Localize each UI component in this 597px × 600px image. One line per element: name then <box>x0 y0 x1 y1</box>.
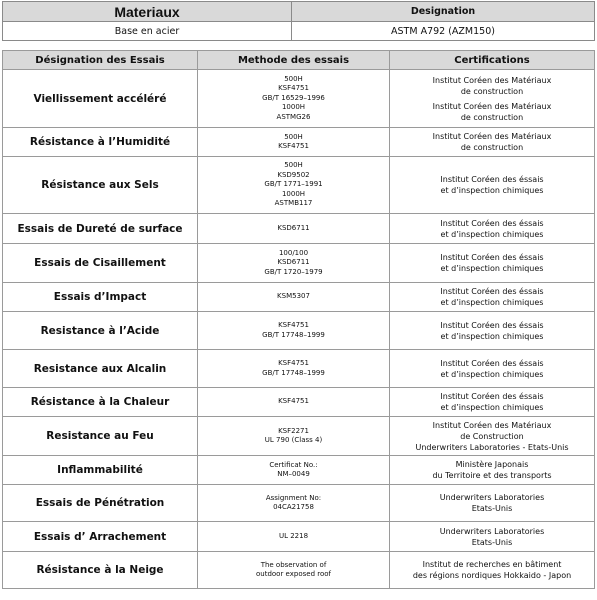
table-row <box>3 283 595 312</box>
certification-line: et d’inspection chimiques <box>440 229 544 239</box>
certification-block <box>390 75 594 97</box>
certification-line: et d’inspection chimiques <box>440 331 544 341</box>
table-row <box>3 128 595 157</box>
method-line: GB/T 17748–1999 <box>262 330 325 339</box>
certification-line: et d’inspection chimiques <box>440 369 544 379</box>
tests-table <box>2 50 595 589</box>
method-line: GB/T 1720–1979 <box>264 267 323 276</box>
certification-cell <box>390 485 595 522</box>
test-method-cell <box>198 456 390 485</box>
method-line: KSD9502 <box>277 170 310 179</box>
certification-line: Institut de recherches en bâtiment <box>422 560 562 569</box>
certification-line: Underwriters Laboratories <box>439 493 545 502</box>
test-method-cell <box>198 214 390 244</box>
certification-cell <box>390 522 595 552</box>
certification-line: Etats-Unis <box>471 504 513 513</box>
materials-table <box>2 1 595 41</box>
test-name-cell: Résistance à la Neige <box>3 552 198 589</box>
column-header-certification: Certifications <box>390 51 595 70</box>
certification-block <box>390 174 594 196</box>
certification-cell <box>390 244 595 283</box>
table-row <box>3 552 595 589</box>
test-name-cell: Résistance à l’Humidité <box>3 128 198 157</box>
test-name-cell: Resistance à l’Acide <box>3 312 198 350</box>
method-line: UL 2218 <box>278 531 309 540</box>
certification-line: Institut Coréen des Matériaux <box>432 75 552 85</box>
method-line: ASTMG26 <box>276 112 311 121</box>
certification-line: Underwriters Laboratories - Etats-Unis <box>415 442 569 452</box>
test-name-cell: Essais de Dureté de surface <box>3 214 198 244</box>
certification-line: et d’inspection chimiques <box>440 186 544 195</box>
certification-line: Ministère Japonais <box>455 460 529 469</box>
test-name-cell: Resistance aux Alcalin <box>3 350 198 388</box>
test-name-cell: Resistance au Feu <box>3 417 198 456</box>
certification-cell <box>390 157 595 214</box>
materials-value-row <box>3 22 595 41</box>
certification-cell <box>390 388 595 417</box>
method-line: KSD6711 <box>277 223 310 232</box>
test-method-cell <box>198 128 390 157</box>
test-method-cell <box>198 522 390 552</box>
method-line: 500H <box>284 74 303 83</box>
method-line: KSF4751 <box>278 84 309 93</box>
certification-block <box>390 358 594 380</box>
designation-header: Designation <box>292 2 595 22</box>
certification-block <box>390 218 594 240</box>
method-line: KSF4751 <box>278 359 309 367</box>
certification-cell <box>390 214 595 244</box>
certification-block <box>390 286 594 308</box>
column-header-test: Désignation des Essais <box>3 51 198 70</box>
test-method-cell <box>198 70 390 128</box>
method-line: Assignment No: <box>265 493 322 502</box>
certification-line: de Construction <box>460 431 524 441</box>
test-name-cell: Essais de Pénétration <box>3 485 198 522</box>
test-method-cell <box>198 417 390 456</box>
method-line: GB/T 17748–1999 <box>262 368 325 377</box>
method-line: KSF4751 <box>278 142 309 150</box>
method-line: Certificat No.: <box>269 460 318 469</box>
test-name-cell: Essais d’ Arrachement <box>3 522 198 552</box>
test-name-cell: Résistance à la Chaleur <box>3 388 198 417</box>
certification-cell <box>390 456 595 485</box>
certification-block <box>390 492 594 514</box>
test-name-cell: Viellissement accéléré <box>3 70 198 128</box>
certification-block <box>390 320 594 342</box>
table-row <box>3 350 595 388</box>
materials-header-row <box>3 2 595 22</box>
table-row <box>3 522 595 552</box>
method-line: ASTMB117 <box>274 199 313 208</box>
method-line: 500H <box>284 161 303 170</box>
certification-block <box>390 101 594 123</box>
certification-line: Institut Coréen des éssais <box>440 175 544 184</box>
certification-block <box>390 420 594 453</box>
method-line: GB/T 1771–1991 <box>264 180 323 189</box>
certification-block <box>390 559 594 581</box>
table-row <box>3 244 595 283</box>
tests-header-row <box>3 51 595 70</box>
certification-line: du Territoire et des transports <box>432 471 552 480</box>
test-method-cell <box>198 350 390 388</box>
method-line: UL 790 (Class 4) <box>264 436 323 444</box>
certification-line: Institut Coréen des éssais <box>440 253 544 262</box>
method-line: KSF2271 <box>278 426 309 435</box>
certification-cell <box>390 283 595 312</box>
table-row <box>3 157 595 214</box>
certification-cell <box>390 350 595 388</box>
certification-line: et d’inspection chimiques <box>440 298 544 307</box>
test-name-cell: Inflammabilité <box>3 456 198 485</box>
certification-cell <box>390 552 595 589</box>
certification-block <box>390 391 594 413</box>
certification-block <box>390 459 594 481</box>
certification-line: Institut Coréen des éssais <box>440 320 544 330</box>
certification-line: des régions nordiques Hokkaido - Japon <box>412 571 572 580</box>
certification-line: Institut Coréen des Matériaux <box>432 132 552 141</box>
table-row <box>3 312 595 350</box>
certification-line: Underwriters Laboratories <box>439 526 545 536</box>
table-row <box>3 485 595 522</box>
method-line: 500H <box>284 132 303 141</box>
certification-cell <box>390 312 595 350</box>
materials-header: Materiaux <box>3 2 292 22</box>
method-line: 04CA21758 <box>273 503 314 511</box>
tests-body <box>3 70 595 589</box>
certification-line: de construction <box>460 112 524 122</box>
table-row <box>3 70 595 128</box>
table-row <box>3 388 595 417</box>
test-name-cell: Essais de Cisaillement <box>3 244 198 283</box>
test-method-cell <box>198 312 390 350</box>
table-row <box>3 417 595 456</box>
test-method-cell <box>198 244 390 283</box>
method-line: The observation of <box>260 560 327 569</box>
designation-value: ASTM A792 (AZM150) <box>292 22 595 41</box>
certification-cell <box>390 70 595 128</box>
test-method-cell <box>198 157 390 214</box>
certification-line: Institut Coréen des Matériaux <box>432 420 552 430</box>
test-method-cell <box>198 485 390 522</box>
certification-line: et d’inspection chimiques <box>440 403 544 412</box>
test-method-cell <box>198 552 390 589</box>
certification-block <box>390 252 594 274</box>
method-line: 100/100 <box>278 248 309 257</box>
certification-cell <box>390 128 595 157</box>
certification-line: de construction <box>460 143 524 152</box>
certification-line: Institut Coréen des éssais <box>440 358 544 368</box>
certification-line: Institut Coréen des Matériaux <box>432 101 552 111</box>
method-line: KSD6711 <box>277 258 310 267</box>
method-line: KSF4751 <box>278 321 309 329</box>
certification-line: Etats-Unis <box>471 537 513 547</box>
method-line: NM–0049 <box>277 470 310 478</box>
certification-line: de construction <box>460 86 524 96</box>
method-line: KSM5307 <box>277 292 310 301</box>
method-line: 1000H <box>281 189 306 198</box>
column-header-method: Methode des essais <box>198 51 390 70</box>
method-line: 1000H <box>281 103 306 112</box>
certification-block <box>390 526 594 548</box>
table-row <box>3 456 595 485</box>
method-line: KSF4751 <box>278 397 309 406</box>
test-name-cell: Résistance aux Sels <box>3 157 198 214</box>
method-line: outdoor exposed roof <box>255 570 331 578</box>
materials-value: Base en acier <box>3 22 292 41</box>
certification-line: Institut Coréen des éssais <box>440 392 544 401</box>
table-row <box>3 214 595 244</box>
certification-cell <box>390 417 595 456</box>
test-method-cell <box>198 283 390 312</box>
certification-line: Institut Coréen des éssais <box>440 287 544 296</box>
certification-line: et d’inspection chimiques <box>440 264 544 273</box>
test-name-cell: Essais d’Impact <box>3 283 198 312</box>
certification-block <box>390 131 594 153</box>
test-method-cell <box>198 388 390 417</box>
method-line: GB/T 16529–1996 <box>262 93 325 102</box>
certification-line: Institut Coréen des éssais <box>440 218 544 228</box>
